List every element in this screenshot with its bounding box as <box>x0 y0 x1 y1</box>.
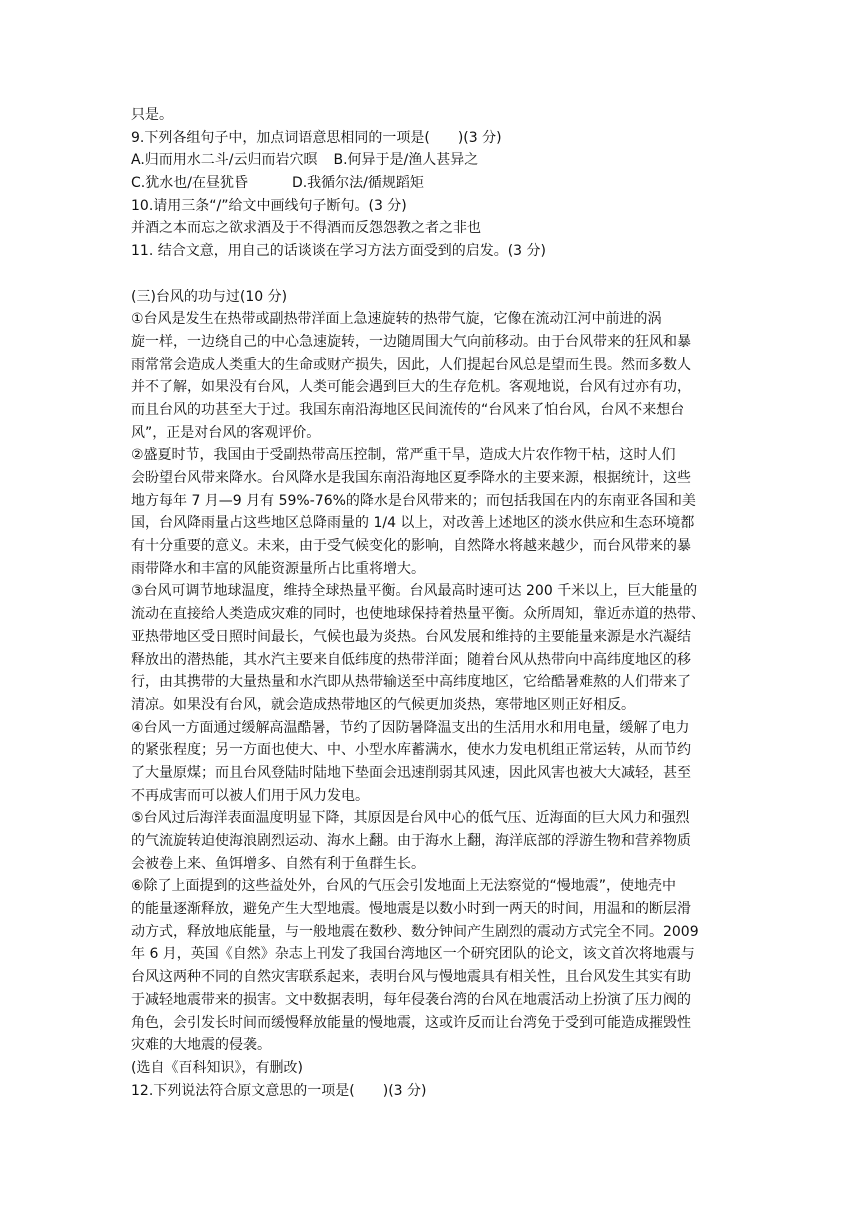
passage-line: ①台风是发生在热带或副热带洋面上急速旋转的热带气旋，它像在流动江河中前进的涡 <box>131 311 662 328</box>
question-10-sentence: 并酒之本而忘之欲求酒及于不得酒而反怨怨教之者之非也 <box>131 220 481 237</box>
question-11-stem: 11. 结合文意，用自己的话谈谈在学习方法方面受到的启发。(3 分) <box>131 243 546 260</box>
question-10-stem: 10.请用三条“/”给文中画线句子断句。(3 分) <box>131 197 407 214</box>
text-fragment: 只是。 <box>131 107 173 123</box>
passage-line: 而且台风的功甚至大于过。我国东南沿海地区民间流传的“台风来了怕台风，台风不来想台 <box>131 401 685 418</box>
passage-line: 动方式，释放地底能量，与一般地震在数秒、数分钟间产生剧烈的震动方式完全不同。2009 <box>131 923 699 940</box>
passage-line: 有十分重要的意义。未来，由于受气候变化的影响，自然降水将越来越少，而台风带来的暴 <box>131 538 691 555</box>
passage-line: 雨常常会造成人类重大的生命或财产损失，因此，人们提起台风总是望而生畏。然而多数人 <box>131 356 691 373</box>
section-3-passage <box>131 308 731 1057</box>
passage-line: 的紧张程度；另一方面也使大、中、小型水库蓄满水，使水力发电机组正常运转，从而节约 <box>131 742 691 759</box>
passage-line: 角色，会引发长时间而缓慢释放能量的慢地震，这或许反而让台湾免于受到可能造成摧毁性 <box>131 1014 691 1031</box>
passage-line: 不再成害而可以被人们用于风力发电。 <box>131 787 369 804</box>
passage-line: ④台风一方面通过缓解高温酷暑，节约了因防暑降温支出的生活用水和用电量，缓解了电力 <box>131 719 690 736</box>
passage-line: 地方每年 7 月—9 月有 59%-76%的降水是台风带来的；而包括我国在内的东南亚各国和美 <box>131 492 696 509</box>
passage-line: ③台风可调节地球温度，维持全球热量平衡。台风最高时速可达 200 千米以上，巨大能量的 <box>131 583 698 600</box>
passage-line: 流动在直接给人类造成灾难的同时，也使地球保持着热量平衡。众所周知，靠近赤道的热带、 <box>131 606 705 623</box>
passage-line: 于减轻地震带来的损害。文中数据表明，每年侵袭台湾的台风在地震活动上扮演了压力阀的 <box>131 991 691 1008</box>
question-12-stem: 12.下列说法符合原文意思的一项是( )(3 分) <box>131 1082 427 1099</box>
option-c: C.犹水也/在昼犹昏 <box>131 175 248 192</box>
option-b: B.何异于是/渔人甚异之 <box>333 152 479 169</box>
passage-line: 的气流旋转迫使海浪剧烈运动、海水上翻。由于海水上翻，海洋底部的浮游生物和营养物质 <box>131 833 691 849</box>
option-a: A.归而用水二斗/云归而岩穴暝 <box>131 152 318 169</box>
section-3-heading: (三)台风的功与过(10 分) <box>131 288 288 305</box>
passage-line: 年 6 月，英国《自然》杂志上刊发了我国台湾地区一个研究团队的论文，该文首次将地震与 <box>131 946 695 963</box>
passage-line: 释放出的潜热能，其水汽主要来自低纬度的热带洋面；随着台风从热带向中高纬度地区的移 <box>131 651 691 668</box>
passage-line: 的能量逐渐释放，避免产生大型地震。慢地震是以数小时到一两天的时间，用温和的断层滑 <box>131 901 691 918</box>
passage-line: 会被卷上来、鱼饵增多、自然有利于鱼群生长。 <box>131 855 425 872</box>
option-d: D.我循尔法/循规蹈矩 <box>291 175 424 192</box>
passage-line: ⑤台风过后海洋表面温度明显下降，其原因是台风中心的低气压、近海面的巨大风力和强烈 <box>131 810 690 827</box>
passage-line: 清凉。如果没有台风，就会造成热带地区的气候更加炎热，寒带地区则正好相反。 <box>131 696 635 713</box>
question-9-stem: 9.下列各组句子中，加点词语意思相同的一项是( )(3 分) <box>131 129 502 146</box>
passage-line: 行，由其携带的大量热量和水汽即从热带输送至中高纬度地区，它给酷暑难熬的人们带来了 <box>131 674 691 691</box>
passage-line: ⑥除了上面提到的这些益处外，台风的气压会引发地面上无法察觉的“慢地震”，使地壳中 <box>131 878 677 895</box>
passage-line: ②盛夏时节，我国由于受副热带高压控制，常严重干旱，造成大片农作物干枯，这时人们 <box>131 447 676 464</box>
passage-line: 国，台风降雨量占这些地区总降雨量的 1/4 以上，对改善上述地区的淡水供应和生态环境都 <box>131 515 695 532</box>
passage-line: 旋一样，一边绕自己的中心急速旋转，一边随周围大气向前移动。由于台风带来的狂风和暴 <box>131 333 691 350</box>
passage-source: (选自《百科知识》，有删改) <box>131 1059 303 1076</box>
passage-line: 灾难的大地震的侵袭。 <box>131 1037 271 1054</box>
question-9-options-cd <box>131 172 731 195</box>
passage-line: 亚热带地区受日照时间最长，气候也最为炎热。台风发展和维持的主要能量来源是水汽凝结 <box>131 628 691 645</box>
passage-line: 雨带降水和丰富的风能资源量所占比重将增大。 <box>131 560 425 577</box>
passage-line: 并不了解，如果没有台风，人类可能会遇到巨大的生存危机。客观地说，台风有过亦有功， <box>131 379 691 396</box>
spacer <box>131 263 731 286</box>
passage-line: 风”，正是对台风的客观评价。 <box>131 424 321 441</box>
document-body <box>131 104 731 1102</box>
passage-line: 了大量原煤；而且台风登陆时陆地下垫面会迅速削弱其风速，因此风害也被大大减轻，甚至 <box>131 764 691 781</box>
question-9-options-ab <box>131 149 731 172</box>
passage-line: 台风这两种不同的自然灾害联系起来，表明台风与慢地震具有相关性，且台风发生其实有助 <box>131 969 691 986</box>
passage-line: 会盼望台风带来降水。台风降水是我国东南沿海地区夏季降水的主要来源，根据统计，这些 <box>131 470 691 486</box>
